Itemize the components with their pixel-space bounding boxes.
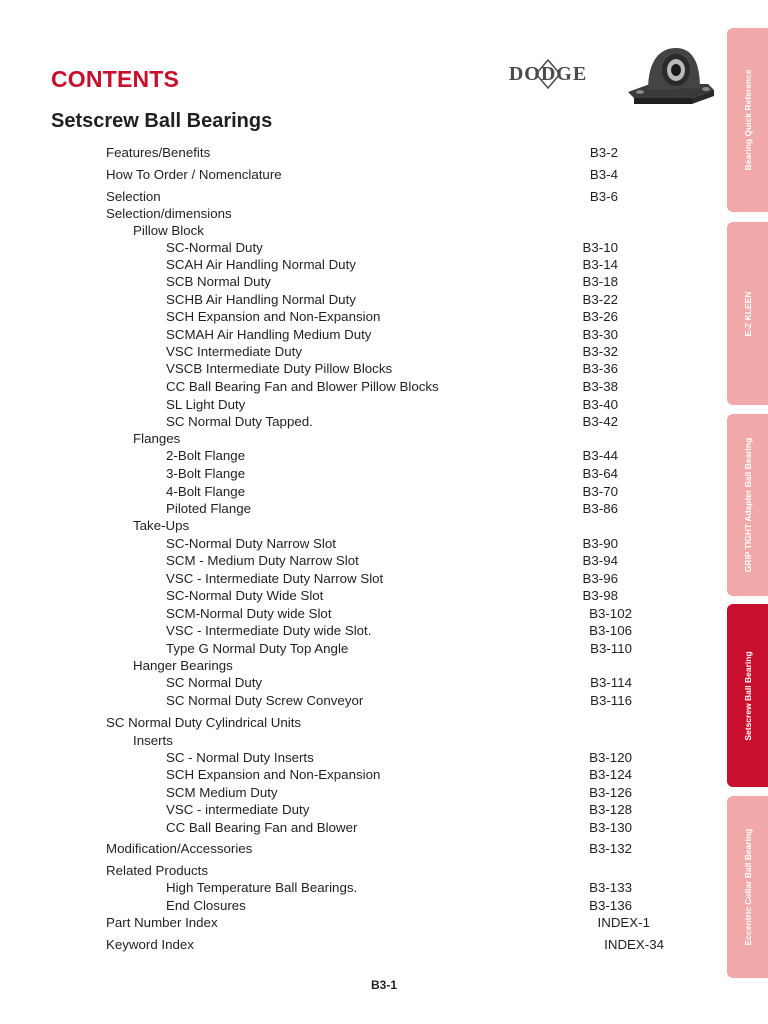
toc-entry[interactable]: SCM Medium Duty B3-126 bbox=[166, 785, 632, 800]
toc-entry[interactable]: SCHB Air Handling Normal Duty B3-22 bbox=[166, 292, 618, 307]
side-tab-bearing-quick-reference[interactable]: Bearing Quick Reference bbox=[727, 28, 768, 212]
contents-title: CONTENTS bbox=[51, 66, 180, 92]
toc-entry[interactable]: SCB Normal Duty B3-18 bbox=[166, 274, 618, 289]
side-tab-ez-kleen[interactable]: E-Z KLEEN bbox=[727, 222, 768, 405]
toc-heading: Related Products bbox=[106, 863, 208, 878]
toc-entry[interactable]: SC-Normal Duty Narrow Slot B3-90 bbox=[166, 536, 618, 551]
page-number: B3-1 bbox=[370, 978, 397, 992]
toc-subheading: Flanges bbox=[133, 431, 181, 446]
toc-entry[interactable]: Type G Normal Duty Top Angle B3-110 bbox=[166, 641, 632, 656]
side-tab-grip-tight[interactable]: GRIP TIGHT Adapter Ball Bearing bbox=[727, 414, 768, 596]
toc-entry[interactable]: Part Number Index INDEX-1 bbox=[106, 915, 650, 930]
toc-entry[interactable]: Features/Benefits B3-2 bbox=[106, 145, 618, 160]
toc-entry[interactable]: SCMAH Air Handling Medium Duty B3-30 bbox=[166, 327, 618, 342]
toc-entry[interactable]: SC Normal Duty Tapped. B3-42 bbox=[166, 414, 618, 429]
toc-heading: SC Normal Duty Cylindrical Units bbox=[106, 715, 302, 730]
toc-entry[interactable]: VSC - Intermediate Duty Narrow Slot B3-96 bbox=[166, 571, 618, 586]
toc-entry[interactable]: SC-Normal Duty B3-10 bbox=[166, 240, 618, 255]
toc-entry[interactable]: End Closures B3-136 bbox=[166, 898, 632, 913]
toc-heading: Selection/dimensions bbox=[106, 206, 232, 221]
toc-entry[interactable]: Piloted Flange B3-86 bbox=[166, 501, 618, 516]
toc-subheading: Pillow Block bbox=[133, 223, 204, 238]
toc-entry[interactable]: VSC Intermediate Duty B3-32 bbox=[166, 344, 618, 359]
side-tab-eccentric-collar[interactable]: Eccentric Collar Ball Bearing bbox=[727, 796, 768, 978]
toc-entry[interactable]: CC Ball Bearing Fan and Blower Pillow Blocks B3-38 bbox=[166, 379, 618, 394]
toc-entry[interactable]: Keyword Index INDEX-34 bbox=[106, 937, 664, 952]
toc-entry[interactable]: SCM-Normal Duty wide Slot B3-102 bbox=[166, 606, 632, 621]
toc-entry[interactable]: 2-Bolt Flange B3-44 bbox=[166, 448, 618, 463]
toc-entry[interactable]: How To Order / Nomenclature B3-4 bbox=[106, 167, 618, 182]
toc-subheading: Hanger Bearings bbox=[133, 658, 233, 673]
toc-entry[interactable]: CC Ball Bearing Fan and Blower B3-130 bbox=[166, 820, 632, 835]
toc-entry[interactable]: SCH Expansion and Non-Expansion B3-26 bbox=[166, 309, 618, 324]
toc-entry[interactable]: 4-Bolt Flange B3-70 bbox=[166, 484, 618, 499]
toc-entry[interactable]: Modification/Accessories B3-132 bbox=[106, 841, 632, 856]
toc-subheading: Take-Ups bbox=[133, 518, 190, 533]
toc-entry[interactable]: 3-Bolt Flange B3-64 bbox=[166, 466, 618, 481]
toc-entry[interactable]: SC - Normal Duty Inserts B3-120 bbox=[166, 750, 632, 765]
toc-entry[interactable]: Selection B3-6 bbox=[106, 189, 618, 204]
toc-entry[interactable]: High Temperature Ball Bearings. B3-133 bbox=[166, 880, 632, 895]
toc-entry[interactable]: VSC - Intermediate Duty wide Slot. B3-106 bbox=[166, 623, 632, 638]
toc-entry[interactable]: SC Normal Duty Screw Conveyor B3-116 bbox=[166, 693, 632, 708]
toc-entry[interactable]: SC-Normal Duty Wide Slot B3-98 bbox=[166, 588, 618, 603]
side-tab-setscrew-ball-bearing[interactable]: Setscrew Ball Bearing bbox=[727, 604, 768, 787]
toc-entry[interactable]: SCAH Air Handling Normal Duty B3-14 bbox=[166, 257, 618, 272]
toc-entry[interactable]: VSC - intermediate Duty B3-128 bbox=[166, 802, 632, 817]
toc-entry[interactable]: SC Normal Duty B3-114 bbox=[166, 675, 632, 690]
toc-entry[interactable]: SCM - Medium Duty Narrow Slot B3-94 bbox=[166, 553, 618, 568]
section-title: Setscrew Ball Bearings bbox=[51, 110, 273, 132]
toc-subheading: Inserts bbox=[133, 733, 173, 748]
svg-text:DODGE: DODGE bbox=[508, 63, 588, 85]
toc-entry[interactable]: SCH Expansion and Non-Expansion B3-124 bbox=[166, 767, 632, 782]
toc-entry[interactable]: VSCB Intermediate Duty Pillow Blocks B3-36 bbox=[166, 361, 618, 376]
toc-entry[interactable]: SL Light Duty B3-40 bbox=[166, 397, 618, 412]
